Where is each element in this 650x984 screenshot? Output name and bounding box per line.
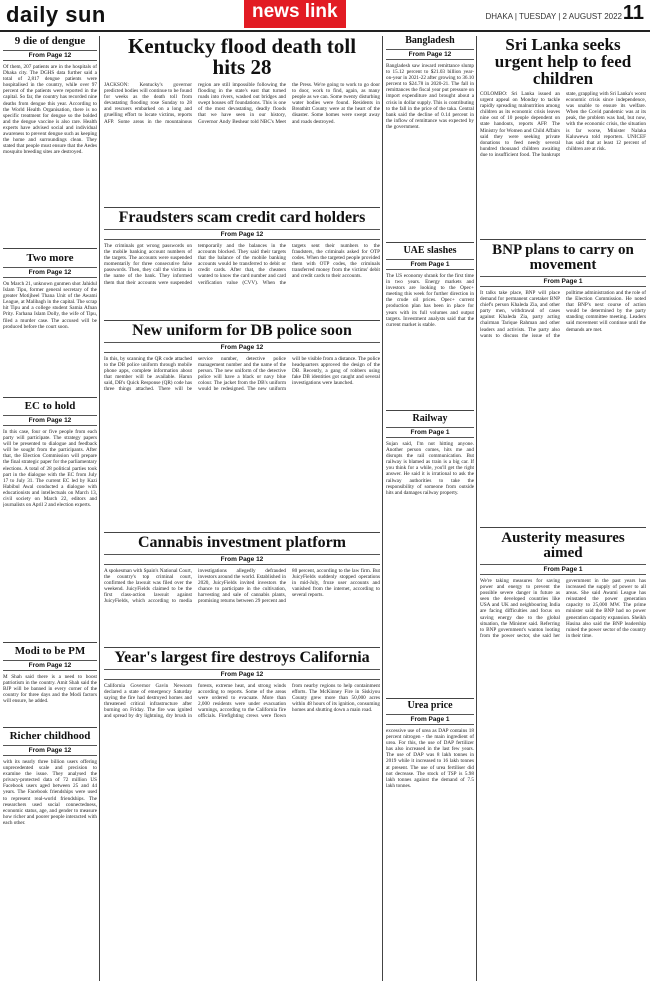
article-bangladesh xyxy=(386,36,474,240)
article-body: Bangladesh saw inward remittance slump to 15.12 percent to $21.03 billion year-on-year in 2021-22 after growing to 36.10 percent to $24.78 in 2020-21. The fall in remittances the fiscal year put pressure on import expenditure and brought about a crisis in dollar supply. This is contributing to the fall in the price of the taka. Central bank said the decline of 0.14 percent in the inflow of remittance was expected by the government. xyxy=(386,63,474,130)
from-label: From Page 1 xyxy=(386,427,474,438)
divider xyxy=(386,242,474,243)
article-body: excessive use of urea as DAP contains 18 percent nitrogen - the main ingredient of urea. For this, the use of DAP fertilizer has also increased in the last few years. The use of DAP was 8 lakh tonnes in 2019 while it increased to 16 lakh tonnes at present. The use of urea fertiliser did not decrease. The stock of TSP is 5.98 lakh tonnes against the demand of 7.5 lakh tonnes. xyxy=(386,728,474,789)
headline: Richer childhood xyxy=(9,731,91,742)
article-uae-slashes xyxy=(386,246,474,408)
article-body: The US economy shrank for the first time in two years. Energy markets and investors are looking to the Opec+ meeting this week for further direction in the crude oil prices. Opec+ current production plan has been in place for years with its full volumes and output targets. Investment analysts said that the current market is stable. xyxy=(386,273,474,328)
article-9-die-of-dengue xyxy=(3,36,97,244)
page-number: 11 xyxy=(622,2,644,24)
from-label: From Page 1 xyxy=(480,564,646,575)
article-body: Of them, 207 patients are in the hospitals of Dhaka city. The DGHS data further said a total of 2,817 dengue patients were hospitalised in the country, while over 97 percent of the patients were reported in the capital. So far, the country has recorded nine deaths from dengue this year. According to the World Health Organisation, there is no specific treatment for dengue so the bolded and the dengue vaccine is also rare. Health experts have advised social and individual awareness to prevent dengue such as keeping the home and surroundings clean. They stated that people must ensure that the Aedes mosquito breeding sites are destroyed. xyxy=(3,64,97,156)
from-label: From Page 12 xyxy=(104,669,380,680)
from-label: From Page 12 xyxy=(104,554,380,565)
headline: Modi to be PM xyxy=(14,646,86,657)
from-label: From Page 12 xyxy=(3,267,97,278)
article-modi-to-be-pm xyxy=(3,646,97,724)
article-body: with its nearly three billion users offering unprecedented scale and precision to examine the issue. They analysed the privacy-protected data of 72 million US Facebook users aged between 25 and 44 years. The Facebook friendships were used to represent real-world friendships. The researchers used social connectedness, economic status, age, and gender to measure how richer and poorer people interacted with each other. xyxy=(3,759,97,826)
column-rule xyxy=(382,36,383,981)
headline: Bangladesh xyxy=(405,36,455,46)
headline: 9 die of dengue xyxy=(14,36,86,47)
from-label: From Page 12 xyxy=(3,50,97,61)
headline: EC to hold xyxy=(24,401,76,412)
article-body: The criminals got wrong passwords on the mobile banking account numbers of the targets. The accounts were suspended momentarily for three consecutive false passwords. Then, they call the victims in the name of the bank. They informed them that their accounts were suspended temporarily and the balances in the accounts blocked. They said their targets that the balance of the mobile banking accounts would be transferred to debit or credit cards. After that, the cheaters wanted to know the card number and card verification value (CVV). When the targets sent their numbers to the fraudsters, the criminals asked for OTP codes. When the targeted people provided them with OTP codes, the criminals transferred money from the victims' debit and credit cards to their accounts. xyxy=(104,243,380,286)
divider xyxy=(104,532,380,533)
headline: Austerity measures aimed xyxy=(501,531,625,561)
article-richer-childhood xyxy=(3,731,97,981)
article-body: A spokesman with Spain's National Court, the country's top criminal court, confirmed the lawsuit was filed over the weekend. JuicyFields claimed to be the first class-action lawsuit against JuicyFields, which according to media investigations allegedly defrauded investors around the world. Established in 2020, JuicyFields invited investors the chance to participate in the cultivation, harvesting and sale of cannabis plants, promising returns between 29 percent and 80 percent, according to the law firm. But JuicyFields suddenly stopped operations in mid-July, froze user accounts and vanished from the internet, according to several reports. xyxy=(104,568,380,605)
article-body: JACKSON: Kentucky's governor predicted bodies will continue to be found for weeks as the death toll from devastating flooding rose Sunday to 28 and rescuers embarked on a long and gruelling effort to locate victims, reports AFP. Some areas in the mountainous region are still impossible following the flooding in the state's east that turned roads into rivers, washed out bridges and swept houses off foundations. This is one of the most devastating, deadly floods that we have seen in our history, Governor Andy Beshear told NBC's Meet the Press. We're going to work to go door to door, work to find, again, as many people as we can. Some twenty disturbing water bodies were found. Residents in Breathitt County were at the heart of the disaster. Some homes were swept away and roads destroyed. xyxy=(104,82,380,125)
article-body: M Shah said there is a need to boost patriotism in the country. Amit Shah said the BJP will be banned in every corner of the country for three days and the Modi factors will ensure, he added. xyxy=(3,674,97,705)
headline: Cannabis investment platform xyxy=(137,535,346,551)
divider xyxy=(386,410,474,411)
divider xyxy=(386,698,474,699)
headline: Kentucky flood death toll hits 28 xyxy=(127,36,357,79)
from-label: From Page 1 xyxy=(480,276,646,287)
from-label: From Page 1 xyxy=(386,714,474,725)
article-austerity-measures xyxy=(480,531,646,981)
article-body: We're taking measures for saving power and energy to prevent the possible severe danger in future as seen the developed countries like USA and UK and neighbouring India are facing difficulties and focus on saving energy due to the global situation, the Minister said. Referring to BNP government's wanton looting from the power sector, she said her government in the past years has increased the supply of power to all areas. She said Awami League has reinstated the power generation capacity to 25,000 MW. The prime minister said the BNP had no power generation capacity expansion. Sheikh Hasina also said the BNP leadership ruined the power sector of the country in their time. xyxy=(480,578,646,639)
from-label: From Page 12 xyxy=(3,415,97,426)
from-label: From Page 12 xyxy=(3,745,97,756)
from-label: From Page 12 xyxy=(386,49,474,60)
divider xyxy=(104,320,380,321)
headline: Two more xyxy=(26,253,74,264)
article-two-more xyxy=(3,253,97,393)
headline: Fraudsters scam credit card holders xyxy=(118,210,366,226)
newspaper-logo: daily sun xyxy=(6,2,106,27)
article-cannabis-investment xyxy=(104,535,380,645)
divider xyxy=(3,248,97,249)
article-body: On March 21, unknown gunmen shot Jahidul Islam Tipu, former general secretary of the greater Motijheel Thana Unit of the Awami League, at Malibagh in the capital. The scrap hit Tipu and a college student Samia Afnan Prity. Farhana Islam Dolly, the wife of Tipu, filed a murder case. The accused will be produced before the court soon. xyxy=(3,281,97,330)
section-title: news link xyxy=(244,0,346,28)
article-body: California Governor Gavin Newsom declared a state of emergency Saturday saying the fire had destroyed homes and threatened critical infrastructure after burning on Friday. The fire was ignited and spread by dry lightning, dry brush in forests, extreme heat, and strong winds according to reports. Some of the areas were ordered to evacuate. More than 2,000 residents were under evacuation warnings, according to the California fire officials. Firefighting crews were flown from nearby regions to help containment efforts. The McKinney Fire in Siskiyou County grew more than 50,000 acres within 48 hours of its ignition, consuming homes and shutting down a main road. xyxy=(104,683,380,720)
headline: New uniform for DB police soon xyxy=(132,323,352,339)
headline: Urea price xyxy=(407,701,453,711)
from-label: From Page 12 xyxy=(104,229,380,240)
article-years-largest-fire xyxy=(104,650,380,981)
article-body: Sujan said, I'm not hitting anyone. Another person comes, hits me and disrupts the rail communication. But railway is blamed as train is a big car. If you think for a while, you'll get the right answer. He said it is irrational to ask the railway authorities to take the responsibility of someone from outside hits and damages railway property. xyxy=(386,441,474,496)
article-urea-price xyxy=(386,701,474,981)
headline: Year's largest fire destroys California xyxy=(114,650,370,666)
article-body: In this case, four or five people from each party will participate. The strategy papers will be presented to dialogue and feedback will be sought from the participants. After that, the Election Commission will prepare the final strategic paper for the parliamentary elections. A total of 28 political parties took part in the dialogue with the EC from July 17 to July 31. The current EC led by Kazi Habibul Awal conducted a dialogue with educationists and intellectuals on March 13, civil society on March 22, editors and journalists on April 2 and election experts. xyxy=(3,429,97,509)
dateline: DHAKA | TUESDAY | 2 AUGUST 2022 xyxy=(485,12,622,21)
divider xyxy=(3,397,97,398)
article-body: COLOMBO: Sri Lanka issued an urgent appeal on Monday to tackle rapidly spreading malnutrition among children as its economic crisis leaves nine out of 10 people dependent on state handouts, reports AFP. The Ministry for Women and Child Affairs said they were seeking private donations to feed needy several hundred thousand children awaiting due to insufficient food. The bankrupt state, grappling with Sri Lanka's worst economic crisis since independence, was unable to ensure its welfare. When the Covid pandemic was at its peak, the problem was bad, but now, with the economic crisis, the situation is far worse, Minister Nalaka Kaluwewa told reporters. UNICEF has said that at least 12 percent of children are at risk. xyxy=(480,91,646,158)
article-body: In this, by scanning the QR code attached to the DB police uniform through mobile phone apps, complete information about that member will be available. Harun said, DB's Quick Response (QR) code has three things attached. There will be service number, detective police management number and the name of the person. The new uniform of the detective police will have a black or navy blue colour. The jacket from the DB's uniform would be redesigned. The new uniform will be visible from a distance. The police headquarters approved the design of the DB. Recently, a gang of robbers using fake DB identities got caught and several investigations were launched. xyxy=(104,356,380,393)
headline: Railway xyxy=(412,414,448,424)
headline: Sri Lanka seeks urgent help to feed children xyxy=(494,36,632,88)
article-railway xyxy=(386,414,474,696)
article-body: It talks take place, BNP will place demand for permanent caretaker BNP chief's person Khaleda Zia, and other party men, withdrawal of cases against Khaleda Zia, party acting chairman Tarique Rahman and other leaders and activists. The party also wants to discuss the issue of the polltime administration and the role of the Election Commission. He noted that BNP's next course of action would be determined by the party standing committee meeting. Leaders said movement will continue until the demands are met. xyxy=(480,290,646,339)
headline: UAE slashes xyxy=(403,246,457,256)
article-bnp-plans xyxy=(480,243,646,525)
divider xyxy=(3,727,97,728)
divider xyxy=(480,527,646,528)
article-kentucky-flood xyxy=(104,36,380,206)
article-sri-lanka xyxy=(480,36,646,236)
headline: BNP plans to carry on movement xyxy=(492,243,634,273)
masthead xyxy=(0,0,650,32)
from-label: From Page 12 xyxy=(3,660,97,671)
divider xyxy=(104,207,380,208)
column-rule xyxy=(99,36,100,981)
divider xyxy=(104,647,380,648)
column-rule xyxy=(476,36,477,981)
divider xyxy=(3,642,97,643)
from-label: From Page 12 xyxy=(104,342,380,353)
divider xyxy=(480,239,646,240)
article-new-uniform xyxy=(104,323,380,530)
article-fraudsters-scam xyxy=(104,210,380,318)
from-label: From Page 1 xyxy=(386,259,474,270)
article-ec-to-hold xyxy=(3,401,97,637)
